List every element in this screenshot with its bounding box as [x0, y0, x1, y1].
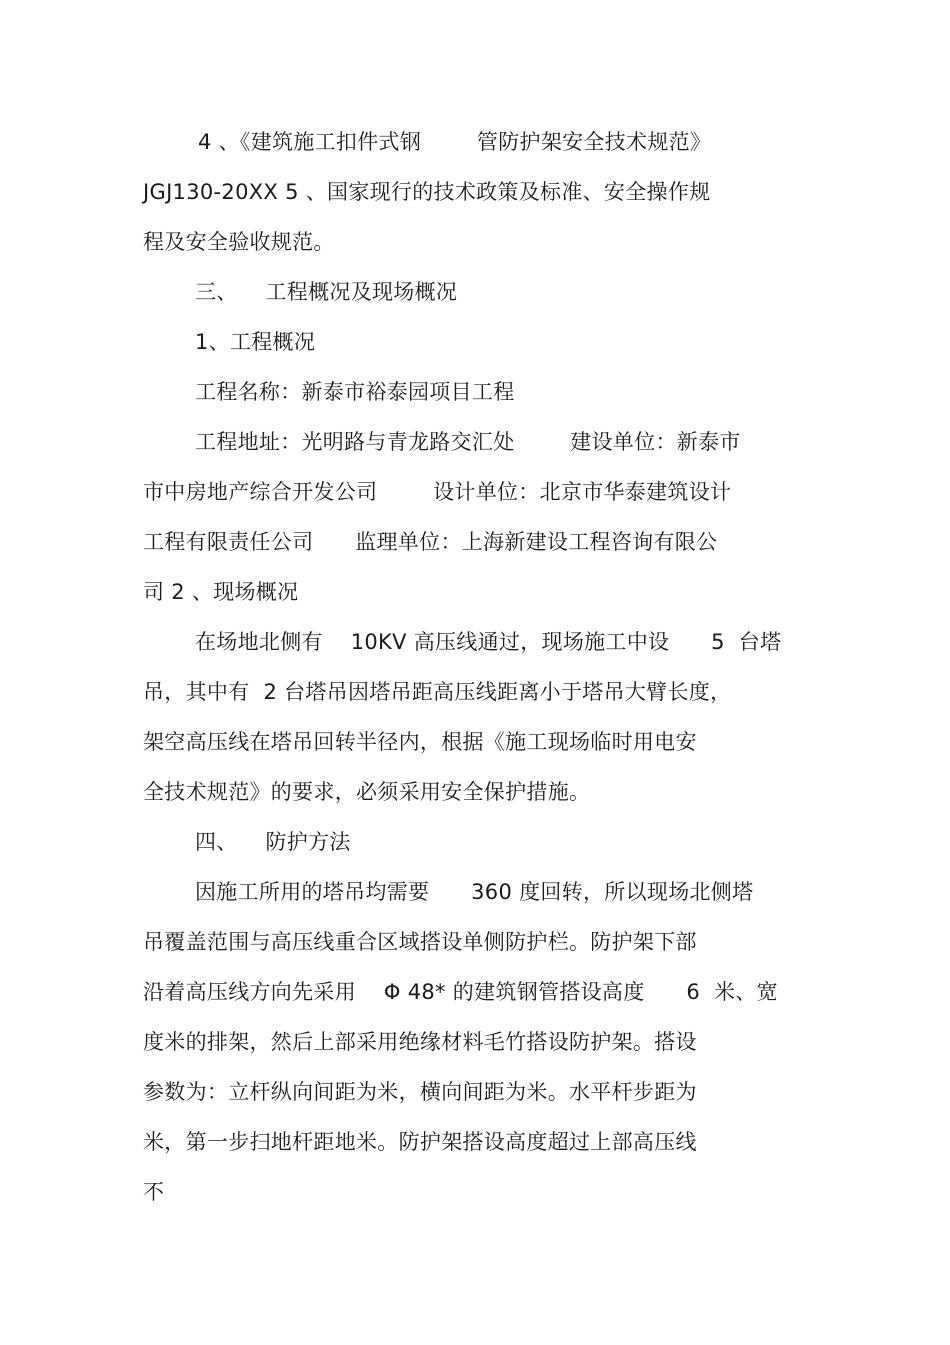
text-line: 工程名称：新泰市裕泰园项目工程: [195, 380, 515, 404]
text-line: 4 、《建筑施工扣件式钢 管防护架安全技术规范》: [198, 130, 712, 154]
section-heading: 四、 防护方法: [195, 830, 351, 854]
text-line: 参数为：立杆纵向间距为米，横向间距为米。水平杆步距为: [143, 1080, 697, 1104]
text-line: 不: [143, 1180, 165, 1204]
text-line: 在场地北侧有 10KV 高压线通过，现场施工中设 5 台塔: [195, 630, 782, 654]
text-line: 度米的排架，然后上部采用绝缘材料毛竹搭设防护架。搭设: [143, 1030, 697, 1054]
text-line: 架空高压线在塔吊回转半径内，根据《施工现场临时用电安: [143, 730, 697, 754]
text-line: 因施工所用的塔吊均需要 360 度回转，所以现场北侧塔: [195, 880, 754, 904]
text-line: 工程地址：光明路与青龙路交汇处 建设单位：新泰市: [195, 430, 741, 454]
text-line: 沿着高压线方向先采用 Φ 48* 的建筑钢管搭设高度 6 米、宽: [143, 980, 778, 1004]
text-line: 司 2 、现场概况: [143, 580, 299, 604]
section-heading: 三、 工程概况及现场概况: [195, 280, 458, 304]
text-line: 全技术规范》的要求，必须采用安全保护措施。: [143, 780, 591, 804]
text-line: 米，第一步扫地杆距地米。防护架搭设高度超过上部高压线: [143, 1130, 697, 1154]
text-line: 吊覆盖范围与高压线重合区域搭设单侧防护栏。防护架下部: [143, 930, 697, 954]
text-line: 工程有限责任公司 监理单位：上海新建设工程咨询有限公: [143, 530, 718, 554]
text-line: JGJ130-20XX 5 、国家现行的技术政策及标准、安全操作规: [143, 180, 711, 204]
text-line: 程及安全验收规范。: [143, 230, 335, 254]
text-line: 市中房地产综合开发公司 设计单位：北京市华泰建筑设计: [143, 480, 732, 504]
text-line: 吊，其中有 2 台塔吊因塔吊距高压线距离小于塔吊大臂长度，: [143, 680, 732, 704]
subsection-heading: 1、工程概况: [195, 330, 316, 354]
